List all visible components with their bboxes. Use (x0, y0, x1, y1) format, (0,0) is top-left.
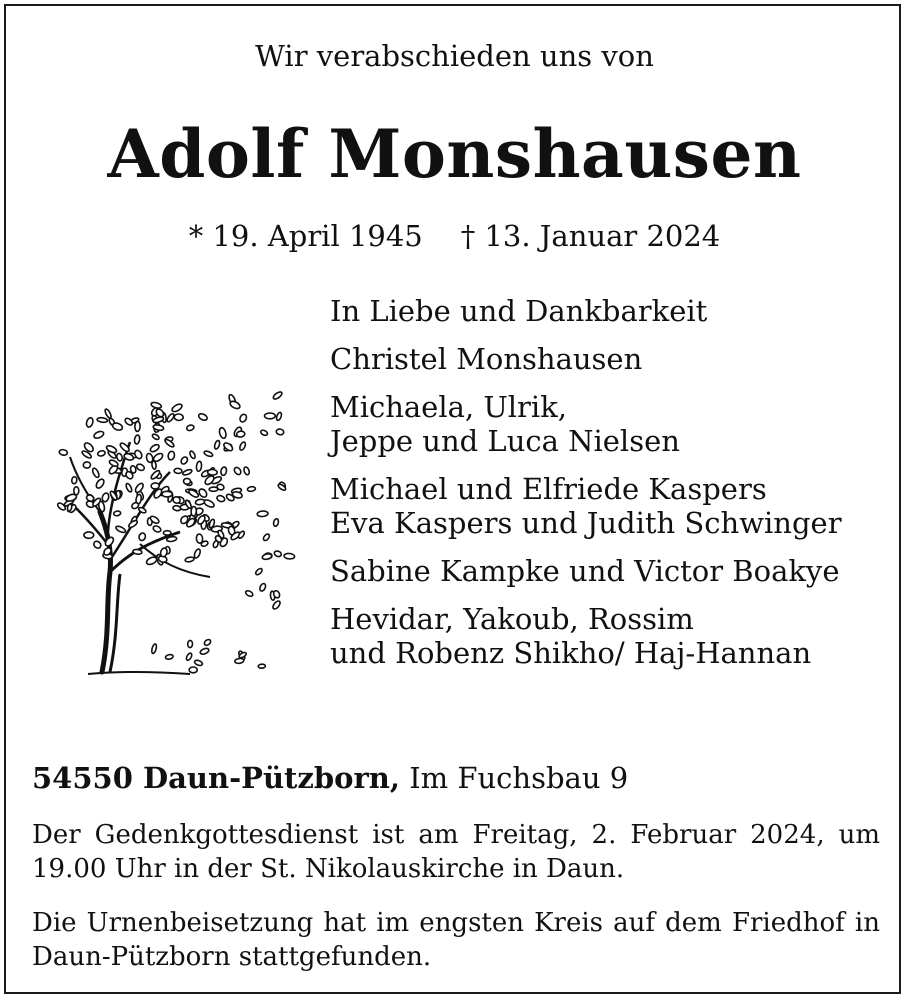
leaf-mark (185, 556, 195, 562)
address-place: 54550 Daun-Pützborn, (32, 761, 400, 795)
leaf-mark (116, 453, 123, 462)
leaf-mark (112, 422, 124, 432)
leaf-mark (174, 468, 182, 474)
leaf-mark (113, 511, 121, 517)
leaf-mark (245, 590, 254, 598)
mourner-line: Hevidar, Yakoub, Rossim (330, 602, 694, 636)
leaf-mark (97, 417, 108, 423)
dedication-line: In Liebe und Dankbarkeit (330, 294, 708, 328)
leaf-mark (260, 429, 268, 436)
leaf-mark (91, 467, 100, 478)
leaf-mark (276, 428, 285, 435)
leaf-mark (151, 643, 157, 654)
address-line (32, 760, 628, 796)
leaf-mark (189, 450, 196, 459)
leaf-mark (95, 478, 106, 490)
leaf-mark (189, 667, 197, 673)
leaf-mark (183, 478, 190, 484)
mourner-line: Sabine Kampke und Victor Boakye (330, 554, 840, 588)
leaf-mark (196, 461, 202, 472)
leaf-mark (196, 534, 203, 544)
leaf-mark (216, 495, 225, 503)
leaf-mark (151, 483, 160, 489)
leaf-mark (152, 452, 164, 463)
memorial-service-notice: Der Gedenkgottesdienst ist am Freitag, 2. Februar 2024, um 19.00 Uhr in der St. Nikolauskirche in Daun. (32, 820, 880, 884)
leaf-mark (138, 532, 147, 541)
mourner-line: Eva Kaspers und Judith Schwinger (330, 506, 842, 540)
mourner-line: Michaela, Ulrik, (330, 390, 567, 424)
leaf-mark (247, 486, 256, 492)
birth-date: * 19. April 1945 (188, 219, 423, 253)
leaf-mark (235, 658, 245, 664)
leaf-mark (125, 483, 133, 493)
leaf-mark (188, 640, 193, 647)
leaf-mark (182, 469, 192, 476)
leaf-mark (258, 664, 265, 668)
leaf-mark (276, 412, 283, 421)
leaf-mark (124, 417, 134, 426)
mourner-line: Christel Monshausen (330, 342, 643, 376)
leaf-mark (97, 450, 106, 457)
leaf-mark (218, 427, 227, 439)
leaf-mark (166, 536, 177, 542)
leaf-mark (167, 451, 175, 461)
leaf-mark (85, 417, 94, 428)
leaf-mark (92, 540, 102, 550)
leaf-mark (163, 531, 171, 535)
leaf-mark (173, 505, 182, 511)
leaf-mark (151, 401, 162, 409)
leaf-mark (265, 413, 276, 419)
leaf-mark (152, 525, 162, 533)
leaf-mark (174, 414, 183, 421)
mourner-line: Michael und Elfriede Kaspers (330, 472, 767, 506)
leaf-mark (203, 450, 213, 457)
address-street: Im Fuchsbau 9 (409, 761, 629, 795)
leaf-mark (84, 532, 94, 539)
leaf-mark (165, 654, 174, 660)
leaf-mark (239, 413, 248, 423)
leaf-mark (104, 408, 112, 419)
mourner-line: Jeppe und Luca Nielsen (330, 424, 680, 458)
leaf-mark (146, 453, 154, 463)
leaf-mark (194, 659, 203, 666)
leaf-mark (229, 400, 241, 410)
leaf-mark (207, 469, 217, 475)
leaf-mark (135, 421, 141, 431)
life-dates (0, 218, 909, 254)
leaf-mark (136, 463, 146, 472)
leaf-mark (236, 431, 245, 438)
leaf-mark (272, 600, 282, 610)
leaf-mark (180, 456, 189, 465)
intro-line: Wir verabschieden uns von (255, 39, 654, 73)
leaf-mark (115, 525, 126, 534)
mourner-line: und Robenz Shikho/ Haj-Hannan (330, 636, 812, 670)
leaf-mark (160, 547, 168, 557)
leaf-mark (203, 638, 211, 646)
leaf-mark (198, 488, 209, 499)
leaf-mark (74, 487, 79, 495)
leaf-mark (185, 652, 193, 661)
leaf-mark (149, 443, 160, 453)
leaf-mark (233, 466, 242, 476)
leaf-mark (134, 435, 140, 445)
leaf-mark (134, 482, 145, 494)
leaf-mark (65, 493, 77, 502)
leaf-mark (59, 449, 68, 456)
leaf-mark (101, 492, 110, 502)
burial-notice: Die Urnenbeisetzung hat im engsten Kreis auf dem Friedhof in Daun-Pützborn stattgefunden. (32, 908, 880, 972)
leaf-mark (151, 433, 160, 440)
leaf-mark (162, 491, 172, 497)
leaf-mark (128, 519, 139, 528)
leaf-mark (188, 489, 200, 499)
leaf-mark (133, 549, 143, 555)
deceased-name: Adolf Monshausen (107, 115, 802, 193)
leaf-mark (191, 506, 197, 516)
leaf-mark (171, 403, 183, 413)
leaf-mark (220, 467, 227, 476)
leaf-mark (243, 466, 250, 475)
leaf-mark (284, 553, 295, 559)
leaf-mark (83, 462, 91, 469)
leaf-mark (71, 476, 77, 484)
leaf-mark (262, 553, 273, 560)
windblown-tree-icon (40, 372, 300, 682)
leaf-mark (239, 441, 247, 451)
leaf-mark (274, 550, 283, 557)
leaf-mark (193, 548, 201, 559)
leaf-mark (186, 424, 195, 431)
mourners-list (330, 294, 842, 670)
leaf-mark (272, 391, 283, 401)
leaf-mark (214, 440, 221, 450)
leaf-mark (195, 499, 205, 506)
leaf-mark (198, 413, 209, 422)
leaf-mark (255, 567, 264, 575)
leaf-mark (93, 430, 105, 439)
leaf-mark (212, 540, 219, 548)
leaf-mark (262, 533, 270, 542)
leaf-mark (259, 583, 267, 592)
death-date: † 13. Januar 2024 (460, 219, 721, 253)
leaf-mark (257, 511, 268, 517)
leaf-mark (199, 647, 209, 655)
leaf-mark (273, 518, 279, 526)
